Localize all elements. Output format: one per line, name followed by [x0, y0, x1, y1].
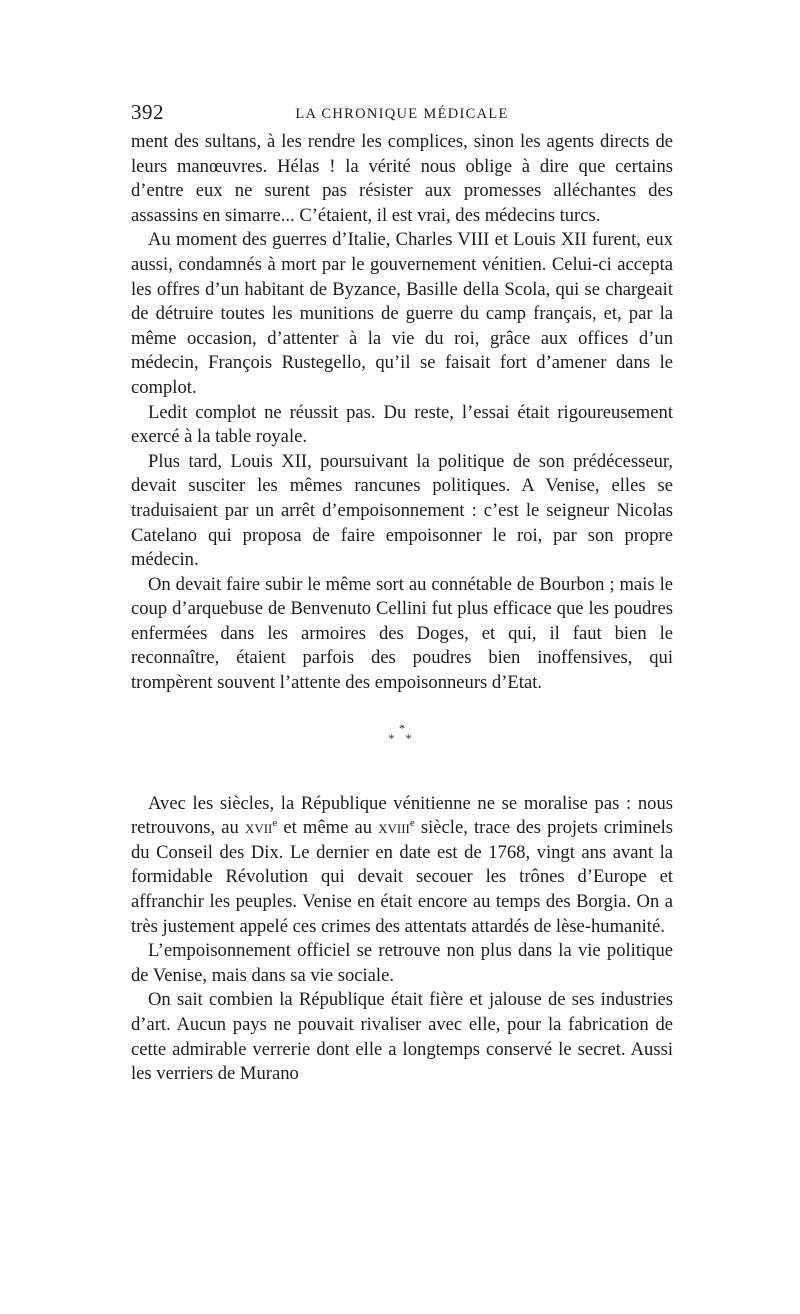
century-numeral: xvii: [244, 817, 273, 839]
section-break-asterism: [131, 708, 673, 770]
paragraph: Plus tard, Louis XII, poursuivant la politique de son prédécesseur, devait susciter les mêmes rancunes politiques. A Venise, elles se traduisaient par un arrêt d’empoisonnement : c’est le seigneur Nicolas Catelano qui proposa de faire empoisonner le roi, par son propre médecin.: [131, 450, 673, 571]
page-number: 392: [131, 100, 164, 124]
paragraph: On sait combien la République était fière et jalouse de ses industries d’art. Aucun pays ne pouvait rivaliser avec elle, pour la fabrication de cette admirable verrerie dont elle a longtemps conservé le secret. Aussi les verriers de Murano: [131, 989, 673, 1085]
text-run: Avec les siècles, la République vénitienne ne se moralise pas : nous retrouvons, au: [131, 792, 673, 839]
running-head-title: LA CHRONIQUE MÉDICALE: [295, 106, 509, 122]
paragraph: On devait faire subir le même sort au connétable de Bourbon ; mais le coup d’arquebuse de Benvenuto Cellini fut plus efficace que les poudres enfermées dans les armoires des Doges, et qui, il faut bien le reconnaître, étaient parfois des poudres bien inoffensives, qui trompèrent souvent l’attente des empoisonneurs d’Etat.: [131, 573, 673, 694]
paragraph: L’empoisonnement officiel se retrouve non plus dans la vie politique de Venise, mais dans sa vie sociale.: [131, 940, 673, 986]
running-head: [131, 100, 673, 130]
ordinal-suffix: e: [409, 817, 415, 830]
paragraph: Ledit complot ne réussit pas. Du reste, l’essai était rigoureusement exercé à la table royale.: [131, 401, 673, 448]
paragraph: Au moment des guerres d’Italie, Charles VIII et Louis XII furent, eux aussi, condamnés à mort par le gouvernement vénitien. Celui-ci accepta les offres d’un habitant de Byzance, Basille della Scola, qui se chargeait de détruire toutes les munitions de guerre du camp français, et, par la même occasion, d’attenter à la vie du roi, grâce aux offices d’un médecin, François Rustegello, qu’il se faisait fort d’amener dans le complot.: [131, 229, 673, 398]
century-numeral: xviii: [378, 817, 410, 839]
paragraph: ment des sultans, à les rendre les complices, sinon les agents directs de leurs manœuvres. Hélas ! la vérité nous oblige à dire que certains d’entre eux ne surent pas résister aux promesses alléchantes des assassins en simarre... C’étaient, il est vrai, des médecins turcs.: [131, 131, 673, 226]
text-run: siècle, trace des projets criminels du Conseil des Dix. Le dernier en date est de 1768, vingt ans avant la formidable Révolution qui devait secouer les trônes d’Europe et affranchir les peuples. Venise en était encore au temps des Borgia. On a très justement appelé ces crimes des attentats attardés de lèse-humanité.: [131, 817, 673, 937]
page-body: [131, 100, 673, 1087]
asterism-top: *: [399, 720, 405, 735]
paragraph: [131, 792, 673, 940]
text-run: et même au: [277, 817, 379, 839]
asterism-bottom: * *: [388, 730, 416, 745]
ordinal-suffix: e: [272, 817, 278, 830]
